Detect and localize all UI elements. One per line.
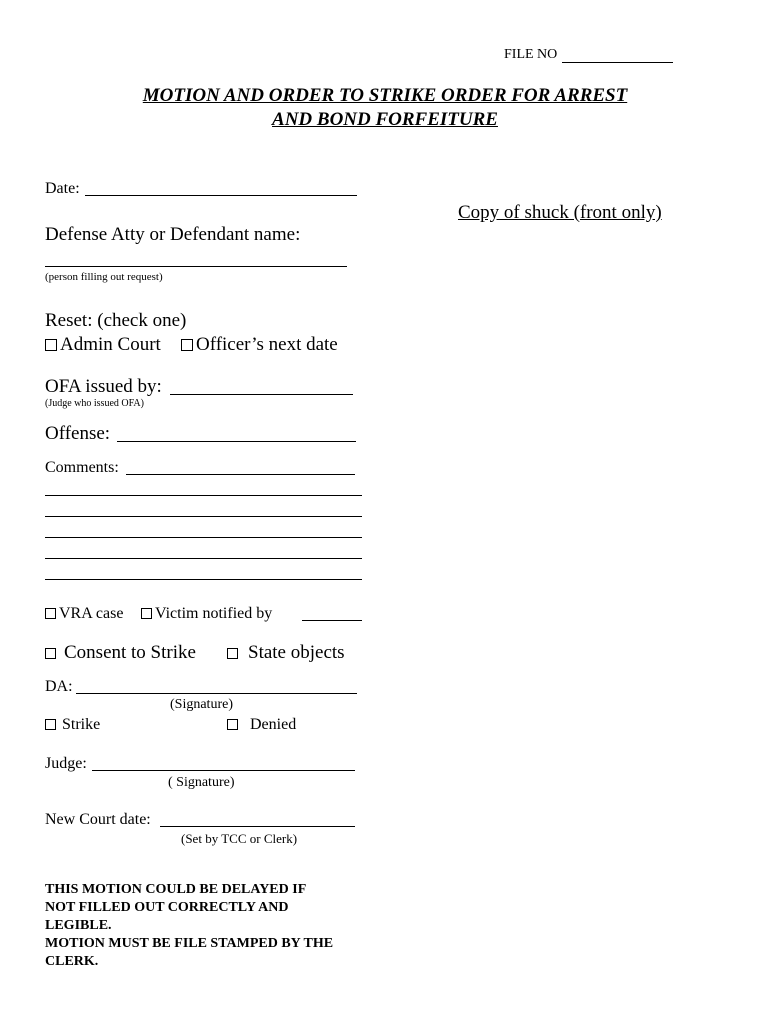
- date-field[interactable]: [85, 195, 357, 196]
- reset-options: [45, 334, 161, 356]
- consent-to-strike-checkbox[interactable]: [45, 648, 56, 659]
- comments-line-3[interactable]: [45, 516, 362, 517]
- state-objects-label: State objects: [248, 642, 345, 663]
- notice-line-1: THIS MOTION COULD BE DELAYED IF: [45, 882, 307, 897]
- comments-line-2[interactable]: [45, 495, 362, 496]
- judge-label: Judge:: [45, 755, 87, 772]
- notice-line-3: LEGIBLE.: [45, 918, 112, 933]
- defense-name-label: Defense Atty or Defendant name:: [45, 224, 301, 245]
- da-signature-field[interactable]: [76, 693, 357, 694]
- defense-name-field[interactable]: [45, 266, 347, 267]
- reset-label: Reset: (check one): [45, 310, 187, 331]
- strike-label: Strike: [62, 716, 101, 733]
- officer-next-date-label: Officer’s next date: [196, 334, 338, 355]
- victim-row: [141, 605, 272, 623]
- judge-signature-field[interactable]: [92, 770, 355, 771]
- notice-line-4: MOTION MUST BE FILE STAMPED BY THE: [45, 936, 334, 951]
- new-court-date-field[interactable]: [160, 826, 355, 827]
- admin-court-checkbox[interactable]: [45, 339, 57, 351]
- comments-label: Comments:: [45, 459, 119, 476]
- notice-line-5: CLERK.: [45, 954, 99, 969]
- date-label: Date:: [45, 180, 80, 197]
- admin-court-label: Admin Court: [60, 334, 161, 355]
- vra-row: [45, 605, 123, 623]
- comments-line-6[interactable]: [45, 579, 362, 580]
- victim-notified-checkbox[interactable]: [141, 608, 152, 619]
- denied-label: Denied: [250, 716, 297, 733]
- form-title-line2: AND BOND FORFEITURE: [272, 109, 498, 130]
- strike-checkbox[interactable]: [45, 719, 56, 730]
- comments-line-5[interactable]: [45, 558, 362, 559]
- strike-row: [45, 716, 100, 734]
- da-label: DA:: [45, 678, 73, 695]
- da-signature-caption: (Signature): [170, 697, 233, 712]
- denied-checkbox[interactable]: [227, 719, 238, 730]
- comments-line-1[interactable]: [126, 474, 355, 475]
- state-objects-checkbox[interactable]: [227, 648, 238, 659]
- file-no-label: FILE NO: [504, 47, 558, 62]
- reset-options-2: [181, 334, 338, 356]
- victim-notified-field[interactable]: [302, 620, 362, 621]
- ofa-field[interactable]: [170, 394, 353, 395]
- comments-line-4[interactable]: [45, 537, 362, 538]
- offense-field[interactable]: [117, 441, 356, 442]
- consent-row: [45, 642, 196, 664]
- new-court-date-caption: (Set by TCC or Clerk): [181, 831, 298, 846]
- denied-row: [227, 716, 296, 734]
- vra-case-checkbox[interactable]: [45, 608, 56, 619]
- file-no-field[interactable]: [562, 62, 673, 63]
- offense-label: Offense:: [45, 423, 111, 444]
- ofa-label: OFA issued by:: [45, 376, 162, 397]
- judge-signature-caption: ( Signature): [168, 775, 235, 790]
- copy-of-shuck-note: Copy of shuck (front only): [458, 202, 662, 223]
- victim-notified-label: Victim notified by: [155, 605, 273, 622]
- officer-next-date-checkbox[interactable]: [181, 339, 193, 351]
- new-court-date-label: New Court date:: [45, 811, 151, 828]
- ofa-caption: (Judge who issued OFA): [45, 398, 144, 409]
- defense-name-caption: (person filling out request): [45, 271, 163, 283]
- notice-line-2: NOT FILLED OUT CORRECTLY AND: [45, 900, 289, 915]
- form-title-line1: MOTION AND ORDER TO STRIKE ORDER FOR ARREST: [142, 85, 628, 106]
- vra-case-label: VRA case: [59, 605, 124, 622]
- consent-to-strike-label: Consent to Strike: [64, 642, 196, 663]
- state-objects-row: [227, 642, 345, 664]
